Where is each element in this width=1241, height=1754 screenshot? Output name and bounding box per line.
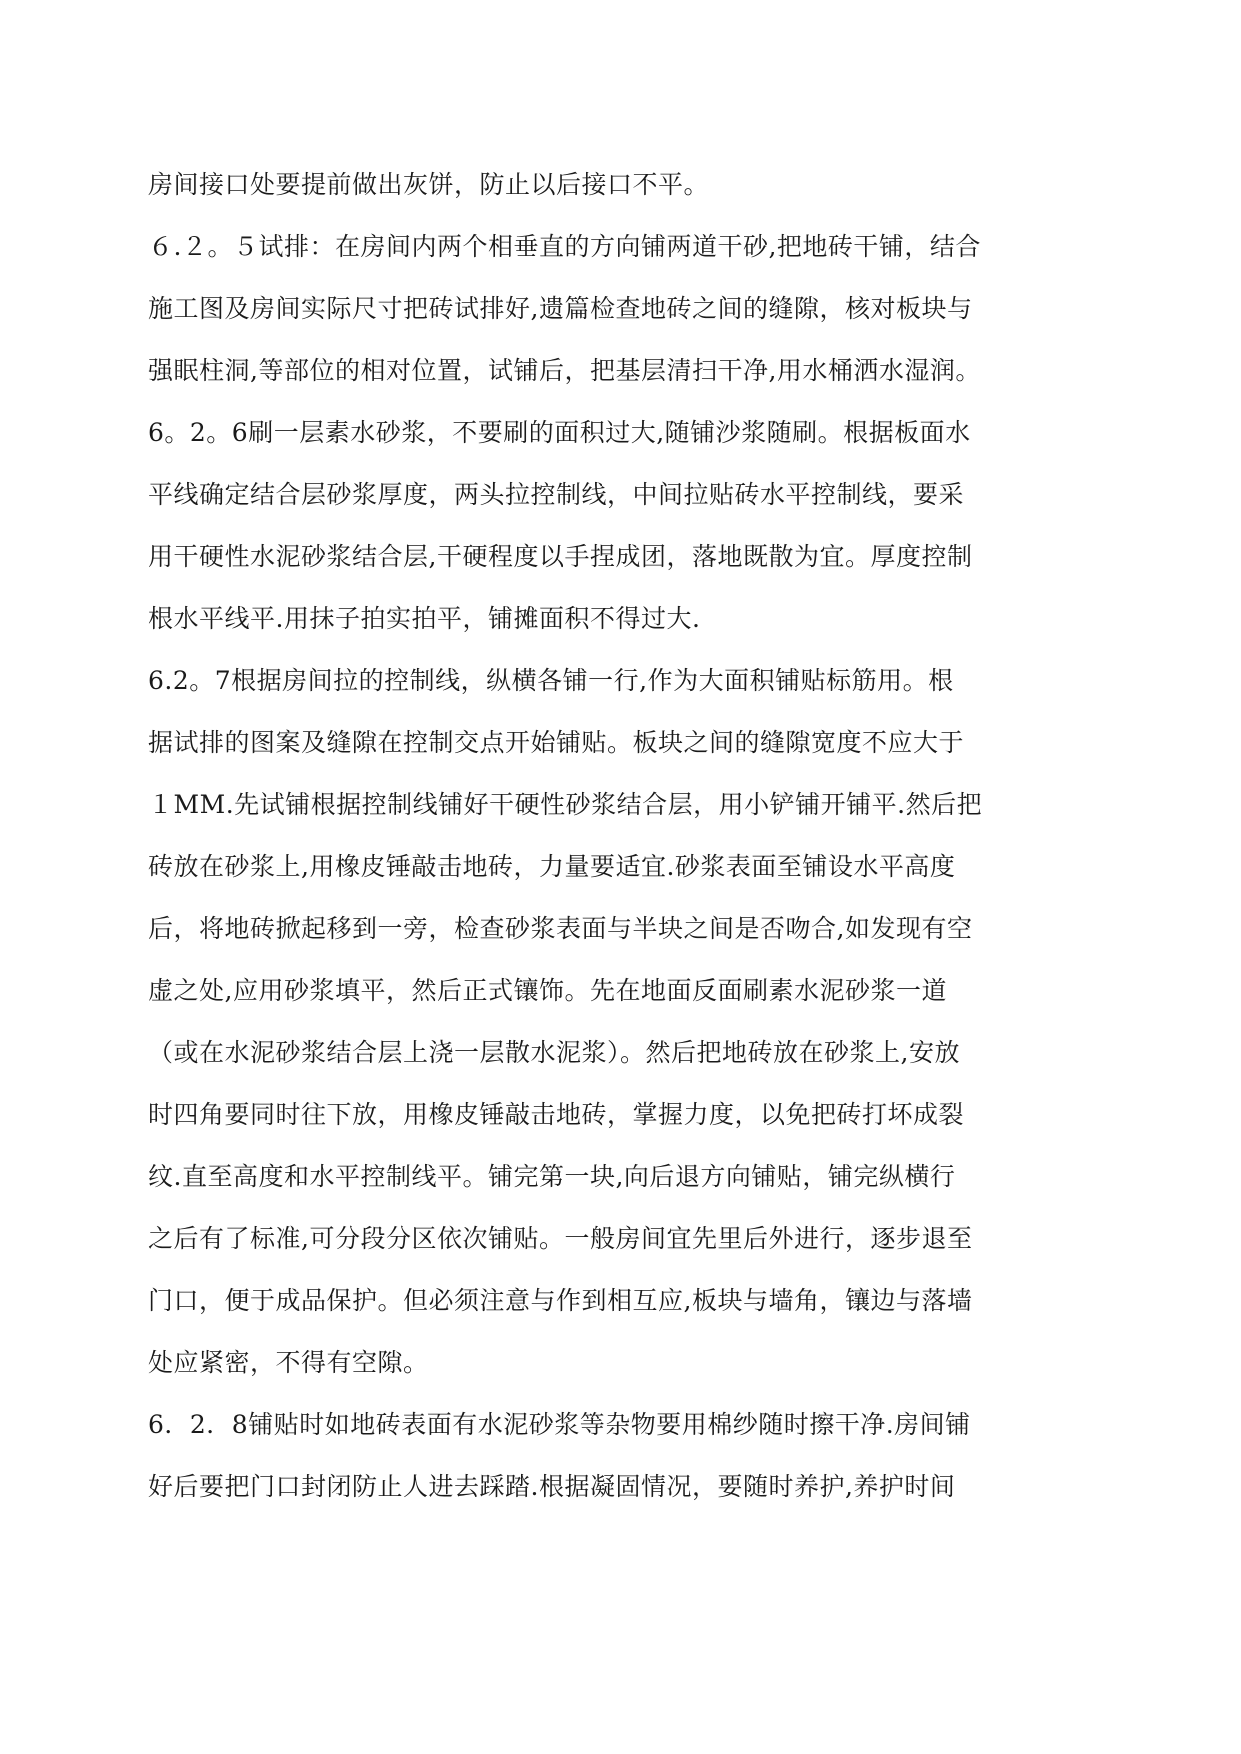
text-line: １MM.先试铺根据控制线铺好干硬性砂浆结合层，用小铲铺开铺平.然后把	[148, 790, 983, 819]
body-text	[148, 154, 1100, 1518]
text-line: 6。2。6刷一层素水砂浆，不要刷的面积过大,随铺沙浆随刷。根据板面水	[148, 418, 971, 447]
text-line: 6．2．8铺贴时如地砖表面有水泥砂浆等杂物要用棉纱随时擦干净.房间铺	[148, 1410, 971, 1439]
text-line: 好后要把门口封闭防止人进去踩踏.根据凝固情况，要随时养护,养护时间	[148, 1472, 956, 1501]
text-line: 据试排的图案及缝隙在控制交点开始铺贴。板块之间的缝隙宽度不应大于	[148, 728, 965, 757]
text-line: 施工图及房间实际尺寸把砖试排好,遗篇检查地砖之间的缝隙，核对板块与	[148, 294, 973, 323]
text-line: 6.2。7根据房间拉的控制线，纵横各铺一行,作为大面积铺贴标筋用。根	[148, 666, 954, 695]
text-line: 之后有了标准,可分段分区依次铺贴。一般房间宜先里后外进行，逐步退至	[148, 1224, 973, 1253]
text-line: 根水平线平.用抹子拍实拍平，铺摊面积不得过大.	[148, 604, 701, 633]
text-line: 砖放在砂浆上,用橡皮锤敲击地砖，力量要适宜.砂浆表面至铺设水平高度	[148, 852, 956, 881]
text-line: 处应紧密，不得有空隙。	[148, 1348, 429, 1377]
text-line: 平线确定结合层砂浆厚度，两头拉控制线，中间拉贴砖水平控制线，要采	[148, 480, 965, 509]
text-line: 门口，便于成品保护。但必须注意与作到相互应,板块与墙角，镶边与落墙	[148, 1286, 973, 1315]
text-line: （或在水泥砂浆结合层上浇一层散水泥浆）。然后把地砖放在砂浆上,安放	[148, 1038, 960, 1067]
text-line: 房间接口处要提前做出灰饼，防止以后接口不平。	[148, 170, 710, 199]
text-line: 时四角要同时往下放，用橡皮锤敲击地砖，掌握力度，以免把砖打坏成裂	[148, 1100, 965, 1129]
text-line: 纹.直至高度和水平控制线平。铺完第一块,向后退方向铺贴，铺完纵横行	[148, 1162, 956, 1191]
text-line: 强眠柱洞,等部位的相对位置，试铺后，把基层清扫干净,用水桶洒水湿润。	[148, 356, 981, 385]
text-line: 后，将地砖掀起移到一旁，检查砂浆表面与半块之间是否吻合,如发现有空	[148, 914, 973, 943]
text-line: 用干硬性水泥砂浆结合层,干硬程度以手捏成团，落地既散为宜。厚度控制	[148, 542, 973, 571]
text-line: ６.２。５试排：在房间内两个相垂直的方向铺两道干砂,把地砖干铺，结合	[148, 232, 981, 261]
text-line: 虚之处,应用砂浆填平，然后正式镶饰。先在地面反面刷素水泥砂浆一道	[148, 976, 947, 1005]
